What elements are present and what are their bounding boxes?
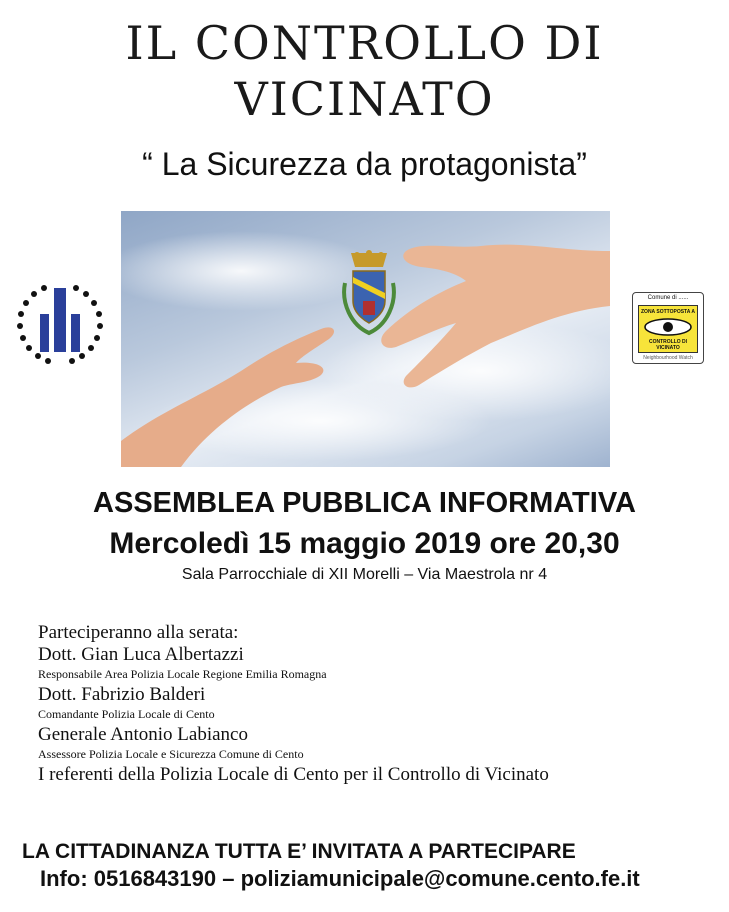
poster-subtitle: “ La Sicurezza da protagonista”	[142, 146, 587, 182]
city-emblem-logo	[14, 280, 106, 366]
invitation-line: LA CITTADINANZA TUTTA E’ INVITATA A PARTECIPARE	[22, 840, 576, 863]
speaker-name: Generale Antonio Labianco	[38, 724, 248, 745]
speaker-name: Dott. Gian Luca Albertazzi	[38, 644, 244, 665]
event-place: Sala Parrocchiale di XII Morelli – Via Maestrola nr 4	[181, 566, 548, 583]
speakers-intro: Parteciperanno alla serata:	[38, 622, 239, 643]
speaker-name: Dott. Fabrizio Balderi	[38, 684, 206, 705]
poster-title-line-2: VICINATO	[234, 72, 495, 126]
event-date: Mercoledì 15 maggio 2019 ore 20,30	[109, 527, 620, 560]
sign-top-text: Comune di ......	[647, 295, 689, 301]
speakers-closing: I referenti della Polizia Locale di Cento per il Controllo di Vicinato	[38, 764, 549, 785]
sign-line-1: ZONA SOTTOPOSTA A	[641, 309, 695, 315]
poster-title-line-1: IL CONTROLLO DI	[125, 16, 604, 70]
speakers-list	[38, 622, 718, 786]
speaker-role: Assessore Polizia Locale e Sicurezza Comune di Cento	[38, 747, 304, 761]
hands-sky-photo	[121, 211, 610, 467]
sign-bottom-text: Neighbourhood Watch	[643, 355, 693, 361]
neighbourhood-watch-sign-logo	[632, 292, 704, 364]
sign-line-2: CONTROLLO DI VICINATO	[648, 339, 688, 351]
event-heading: ASSEMBLEA PUBBLICA INFORMATIVA	[93, 487, 636, 519]
sign-yellow-panel	[638, 305, 698, 353]
eye-icon	[643, 317, 693, 337]
speaker-role: Comandante Polizia Locale di Cento	[38, 707, 215, 721]
contact-info: Info: 0516843190 – poliziamunicipale@comune.cento.fe.it	[40, 866, 640, 891]
speaker-role: Responsabile Area Polizia Locale Regione Emilia Romagna	[38, 667, 327, 681]
